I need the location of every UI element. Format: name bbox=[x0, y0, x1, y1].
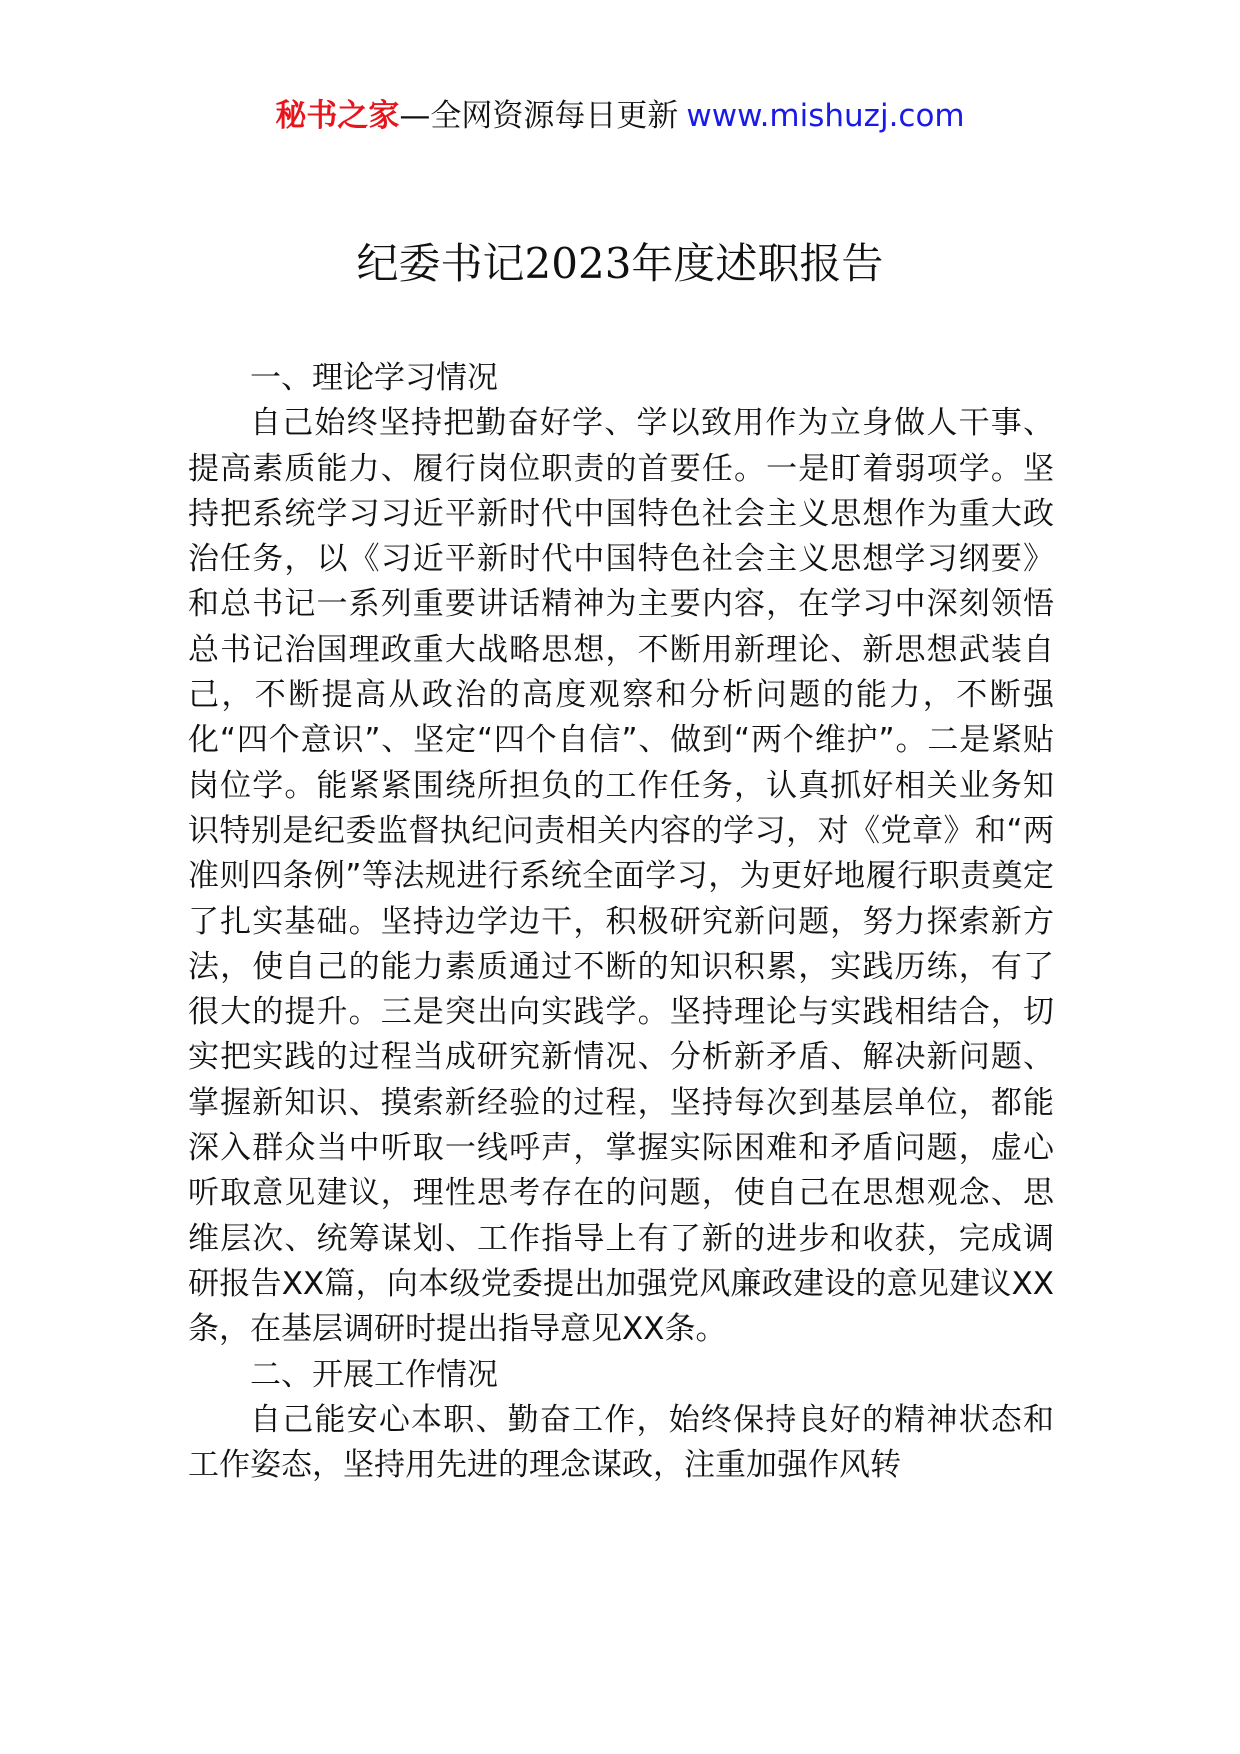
section-heading-theory-study: 一、理论学习情况 bbox=[250, 360, 498, 396]
site-brand-name: 秘书之家 bbox=[275, 98, 400, 134]
section-paragraph-theory-study: 自己始终坚持把勤奋好学、学以致用作为立身做人干事、提高素质能力、履行岗位职责的首要任。一是盯着弱项学。坚持把系统学习习近平新时代中国特色社会主义思想作为重大政治任务，以《习近平新时代中国特色社会主义思想学习纲要》和总书记一系列重要讲话精神为主要内容，在学习中深刻领悟总书记治国理政重大战略思想，不断用新理论、新思想武装自己，不断提高从政治的高度观察和分析问题的能力，不断强化“四个意识”、坚定“四个自信”、做到“两个维护”。二是紧贴岗位学。能紧紧围绕所担负的工作任务，认真抓好相关业务知识特别是纪委监督执纪问责相关内容的学习，对《党章》和“两准则四条例”等法规进行系统全面学习，为更好地履行职责奠定了扎实基础。坚持边学边干，积极研究新问题，努力探索新方法，使自己的能力素质通过不断的知识积累，实践历练，有了很大的提升。三是突出向实践学。坚持理论与实践相结合，切实把实践的过程当成研究新情况、分析新矛盾、解决新问题、掌握新知识、摸索新经验的过程，坚持每次到基层单位，都能深入群众当中听取一线呼声，掌握实际困难和矛盾问题，虚心听取意见建议，理性思考存在的问题，使自己在思想观念、思维层次、统筹谋划、工作指导上有了新的进步和收获，完成调研报告XX篇，向本级党委提出加强党风廉政建设的意见建议XX条，在基层调研时提出指导意见XX条。 bbox=[188, 405, 1054, 1348]
site-url-link[interactable]: www.mishuzj.com bbox=[686, 98, 965, 134]
site-tagline: —全网资源每日更新 bbox=[399, 98, 679, 134]
section-paragraph-work-status: 自己能安心本职、勤奋工作，始终保持良好的精神状态和工作姿态，坚持用先进的理念谋政，注重加强作风转 bbox=[188, 1401, 1054, 1484]
document-title: 纪委书记2023年度述职报告 bbox=[356, 239, 884, 288]
document-body bbox=[188, 356, 1054, 1488]
site-header-banner bbox=[0, 96, 1240, 136]
section-heading-work-status: 二、开展工作情况 bbox=[250, 1356, 498, 1393]
